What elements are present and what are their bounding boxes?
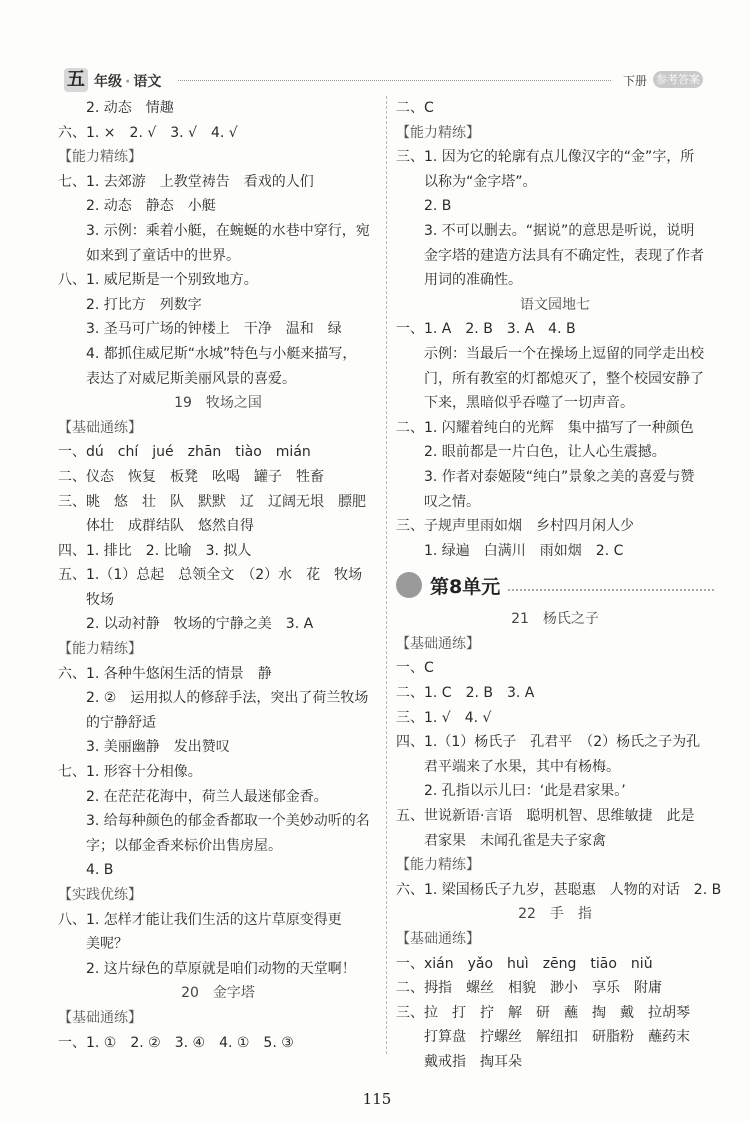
answer-line: 三、拉 打 拧 解 研 蘸 掏 戴 拉胡琴 — [396, 1004, 690, 1021]
answer-line: 3. 不可以删去。“据说”的意思是听说，说明 — [424, 222, 695, 239]
page-header — [58, 68, 703, 94]
answer-line: 二、1. 闪耀着纯白的光辉 集中描写了一种颜色 — [396, 419, 694, 436]
answer-line: 表达了对威尼斯美丽风景的喜爱。 — [86, 370, 296, 387]
answer-line: 的宁静舒适 — [86, 714, 156, 731]
answer-line: 用词的准确性。 — [424, 272, 522, 289]
section-label: 【实践优练】 — [58, 887, 142, 903]
answer-line: 四、1.（1）杨氏子 孔君平 （2）杨氏之子为孔 — [396, 734, 701, 751]
unit-title: 第8单元 — [430, 575, 501, 598]
answer-line: 叹之情。 — [424, 493, 480, 510]
page-number: 115 — [362, 1090, 392, 1108]
answer-line: 二、仪态 恢复 板凳 吆喝 罐子 牲畜 — [58, 468, 324, 485]
right-column-bottom — [396, 607, 722, 1074]
answer-line: 美呢？ — [86, 936, 128, 953]
answer-line: 2. 动态 情趣 — [86, 100, 174, 116]
answer-line: 五、世说新语·言语 聪明机智、思维敏捷 此是 — [396, 808, 695, 825]
subject-label: 语文 — [133, 74, 162, 90]
answer-line: 4. 都抓住威尼斯“水城”特色与小艇来描写， — [86, 345, 357, 362]
answer-line: 如来到了童话中的世界。 — [86, 247, 240, 264]
answer-line: 2. 在茫茫花海中，荷兰人最迷郁金香。 — [86, 788, 328, 805]
section-label: 【基础通练】 — [58, 419, 142, 436]
grade-subject-label — [94, 71, 161, 91]
lesson-title: 语文园地七 — [520, 296, 590, 313]
answer-line: 七、1. 形容十分相像。 — [58, 764, 202, 781]
answer-line: 四、1. 排比 2. 比喻 3. 拟人 — [58, 542, 252, 559]
answer-line: 2. ② 运用拟人的修辞手法，突出了荷兰牧场 — [86, 690, 369, 707]
answer-line: 一、C — [396, 660, 434, 677]
section-label: 【能力精练】 — [58, 149, 142, 166]
answer-line: 二、拇指 螺丝 相貌 渺小 享乐 附庸 — [396, 980, 662, 997]
answer-line: 金字塔的建造方法具有不确定性，表现了作者 — [424, 247, 704, 264]
answer-line: 一、1. ① 2. ② 3. ④ 4. ① 5. ③ — [58, 1034, 294, 1051]
answer-line: 六、1. 各种牛悠闲生活的情景 静 — [58, 665, 272, 682]
left-column — [58, 96, 378, 1055]
answer-line: 1. 绿遍 白满川 雨如烟 2. C — [424, 542, 624, 559]
answer-line: 三、眺 悠 壮 队 默默 辽 辽阔无垠 膘肥 — [58, 493, 366, 510]
answer-line: 2. 动态 静态 小艇 — [86, 198, 216, 215]
answer-line: 六、1. × 2. √ 3. √ 4. √ — [58, 124, 238, 141]
section-label: 【基础通练】 — [396, 635, 480, 652]
answer-line: 一、1. A 2. B 3. A 4. B — [396, 321, 576, 338]
answer-line: 3. 作者对泰姬陵“纯白”景象之美的喜爱与赞 — [424, 468, 695, 485]
answer-line: 三、1. √ 4. √ — [396, 709, 492, 726]
unit-dotted-rule — [508, 589, 714, 591]
answer-line: 戴戒指 掏耳朵 — [424, 1053, 522, 1070]
answer-key-tag: 参考答案 — [653, 71, 703, 88]
separator-dot: · — [125, 74, 131, 90]
section-label: 【基础通练】 — [396, 931, 480, 947]
answer-line: 2. 打比方 列数字 — [86, 296, 202, 313]
answer-line: 2. 眼前都是一片白色，让人心生震撼。 — [424, 444, 666, 461]
lesson-title: 21 杨氏之子 — [511, 611, 599, 628]
answer-line: 示例：当最后一个在操场上逗留的同学走出校 — [424, 345, 704, 362]
answer-line: 七、1. 去郊游 上教堂祷告 看戏的人们 — [58, 173, 314, 190]
answer-line: 君家果 未闻孔雀是夫子家禽 — [424, 832, 606, 849]
answer-line: 3. 圣马可广场的钟楼上 干净 温和 绿 — [86, 321, 342, 338]
answer-line: 3. 示例：乘着小艇，在蜿蜒的水巷中穿行，宛 — [86, 222, 370, 239]
answer-line: 体壮 成群结队 悠然自得 — [86, 518, 254, 535]
answer-line: 二、1. C 2. B 3. A — [396, 685, 535, 702]
answer-line: 2. 以动衬静 牧场的宁静之美 3. A — [86, 616, 314, 633]
answer-line: 3. 给每种颜色的郁金香都取一个美妙动听的名 — [86, 813, 370, 830]
header-dotted-rule — [178, 80, 611, 81]
lesson-title: 20 金字塔 — [181, 985, 255, 1002]
grade-label: 年级 — [94, 74, 122, 90]
right-column-top — [396, 96, 714, 563]
answer-line: 以称为“金字塔”。 — [424, 173, 537, 190]
answer-line: 字；以郁金香来标价出售房屋。 — [86, 837, 282, 854]
answer-line: 六、1. 梁国杨氏子九岁，甚聪惠 人物的对话 2. B — [396, 881, 722, 898]
answer-line: 2. 这片绿色的草原就是咱们动物的天堂啊！ — [86, 960, 356, 977]
answer-line: 三、1. 因为它的轮廓有点儿像汉字的“金”字，所 — [396, 149, 695, 166]
lesson-title: 19 牧场之国 — [174, 395, 262, 412]
answer-line: 君平端来了水果，其中有杨梅。 — [424, 758, 620, 775]
answer-line: 牧场 — [86, 591, 114, 608]
answer-line: 二、C — [396, 100, 434, 116]
column-divider — [386, 96, 387, 1054]
section-label: 【能力精练】 — [396, 857, 480, 874]
answer-line: 八、1. 威尼斯是一个别致地方。 — [58, 272, 258, 289]
right-column — [396, 96, 722, 1075]
answer-line: 打算盘 拧螺丝 解纽扣 研脂粉 蘸药末 — [424, 1029, 690, 1046]
answer-line: 五、1.（1）总起 总领全文 （2）水 花 牧场 — [58, 567, 363, 584]
answer-line: 八、1. 怎样才能让我们生活的这片草原变得更 — [58, 911, 342, 928]
answer-line: 一、dú chí jué zhān tiào mián — [58, 444, 311, 461]
unit-heading — [396, 565, 714, 605]
section-label: 【能力精练】 — [396, 124, 480, 141]
grade-badge: 五 — [64, 68, 88, 92]
answer-line: 4. B — [86, 862, 114, 879]
answer-line: 三、子规声里雨如烟 乡村四月闲人少 — [396, 518, 634, 535]
section-label: 【能力精练】 — [58, 641, 142, 658]
answer-line: 门，所有教室的灯都熄灭了，整个校园安静了 — [424, 370, 704, 387]
section-label: 【基础通练】 — [58, 1009, 142, 1026]
answer-line: 3. 美丽幽静 发出赞叹 — [86, 739, 230, 756]
volume-label: 下册 — [622, 74, 647, 88]
unit-circle-icon — [396, 572, 422, 598]
answer-line: 2. B — [424, 198, 452, 215]
answer-line: 下来，黑暗似乎吞噬了一切声音。 — [424, 395, 634, 412]
lesson-title: 22 手 指 — [518, 906, 592, 923]
answer-line: 一、xián yǎo huì zēng tiāo niǔ — [396, 955, 653, 972]
answer-line: 2. 孔指以示儿曰：‘此是君家果。’ — [424, 783, 626, 800]
